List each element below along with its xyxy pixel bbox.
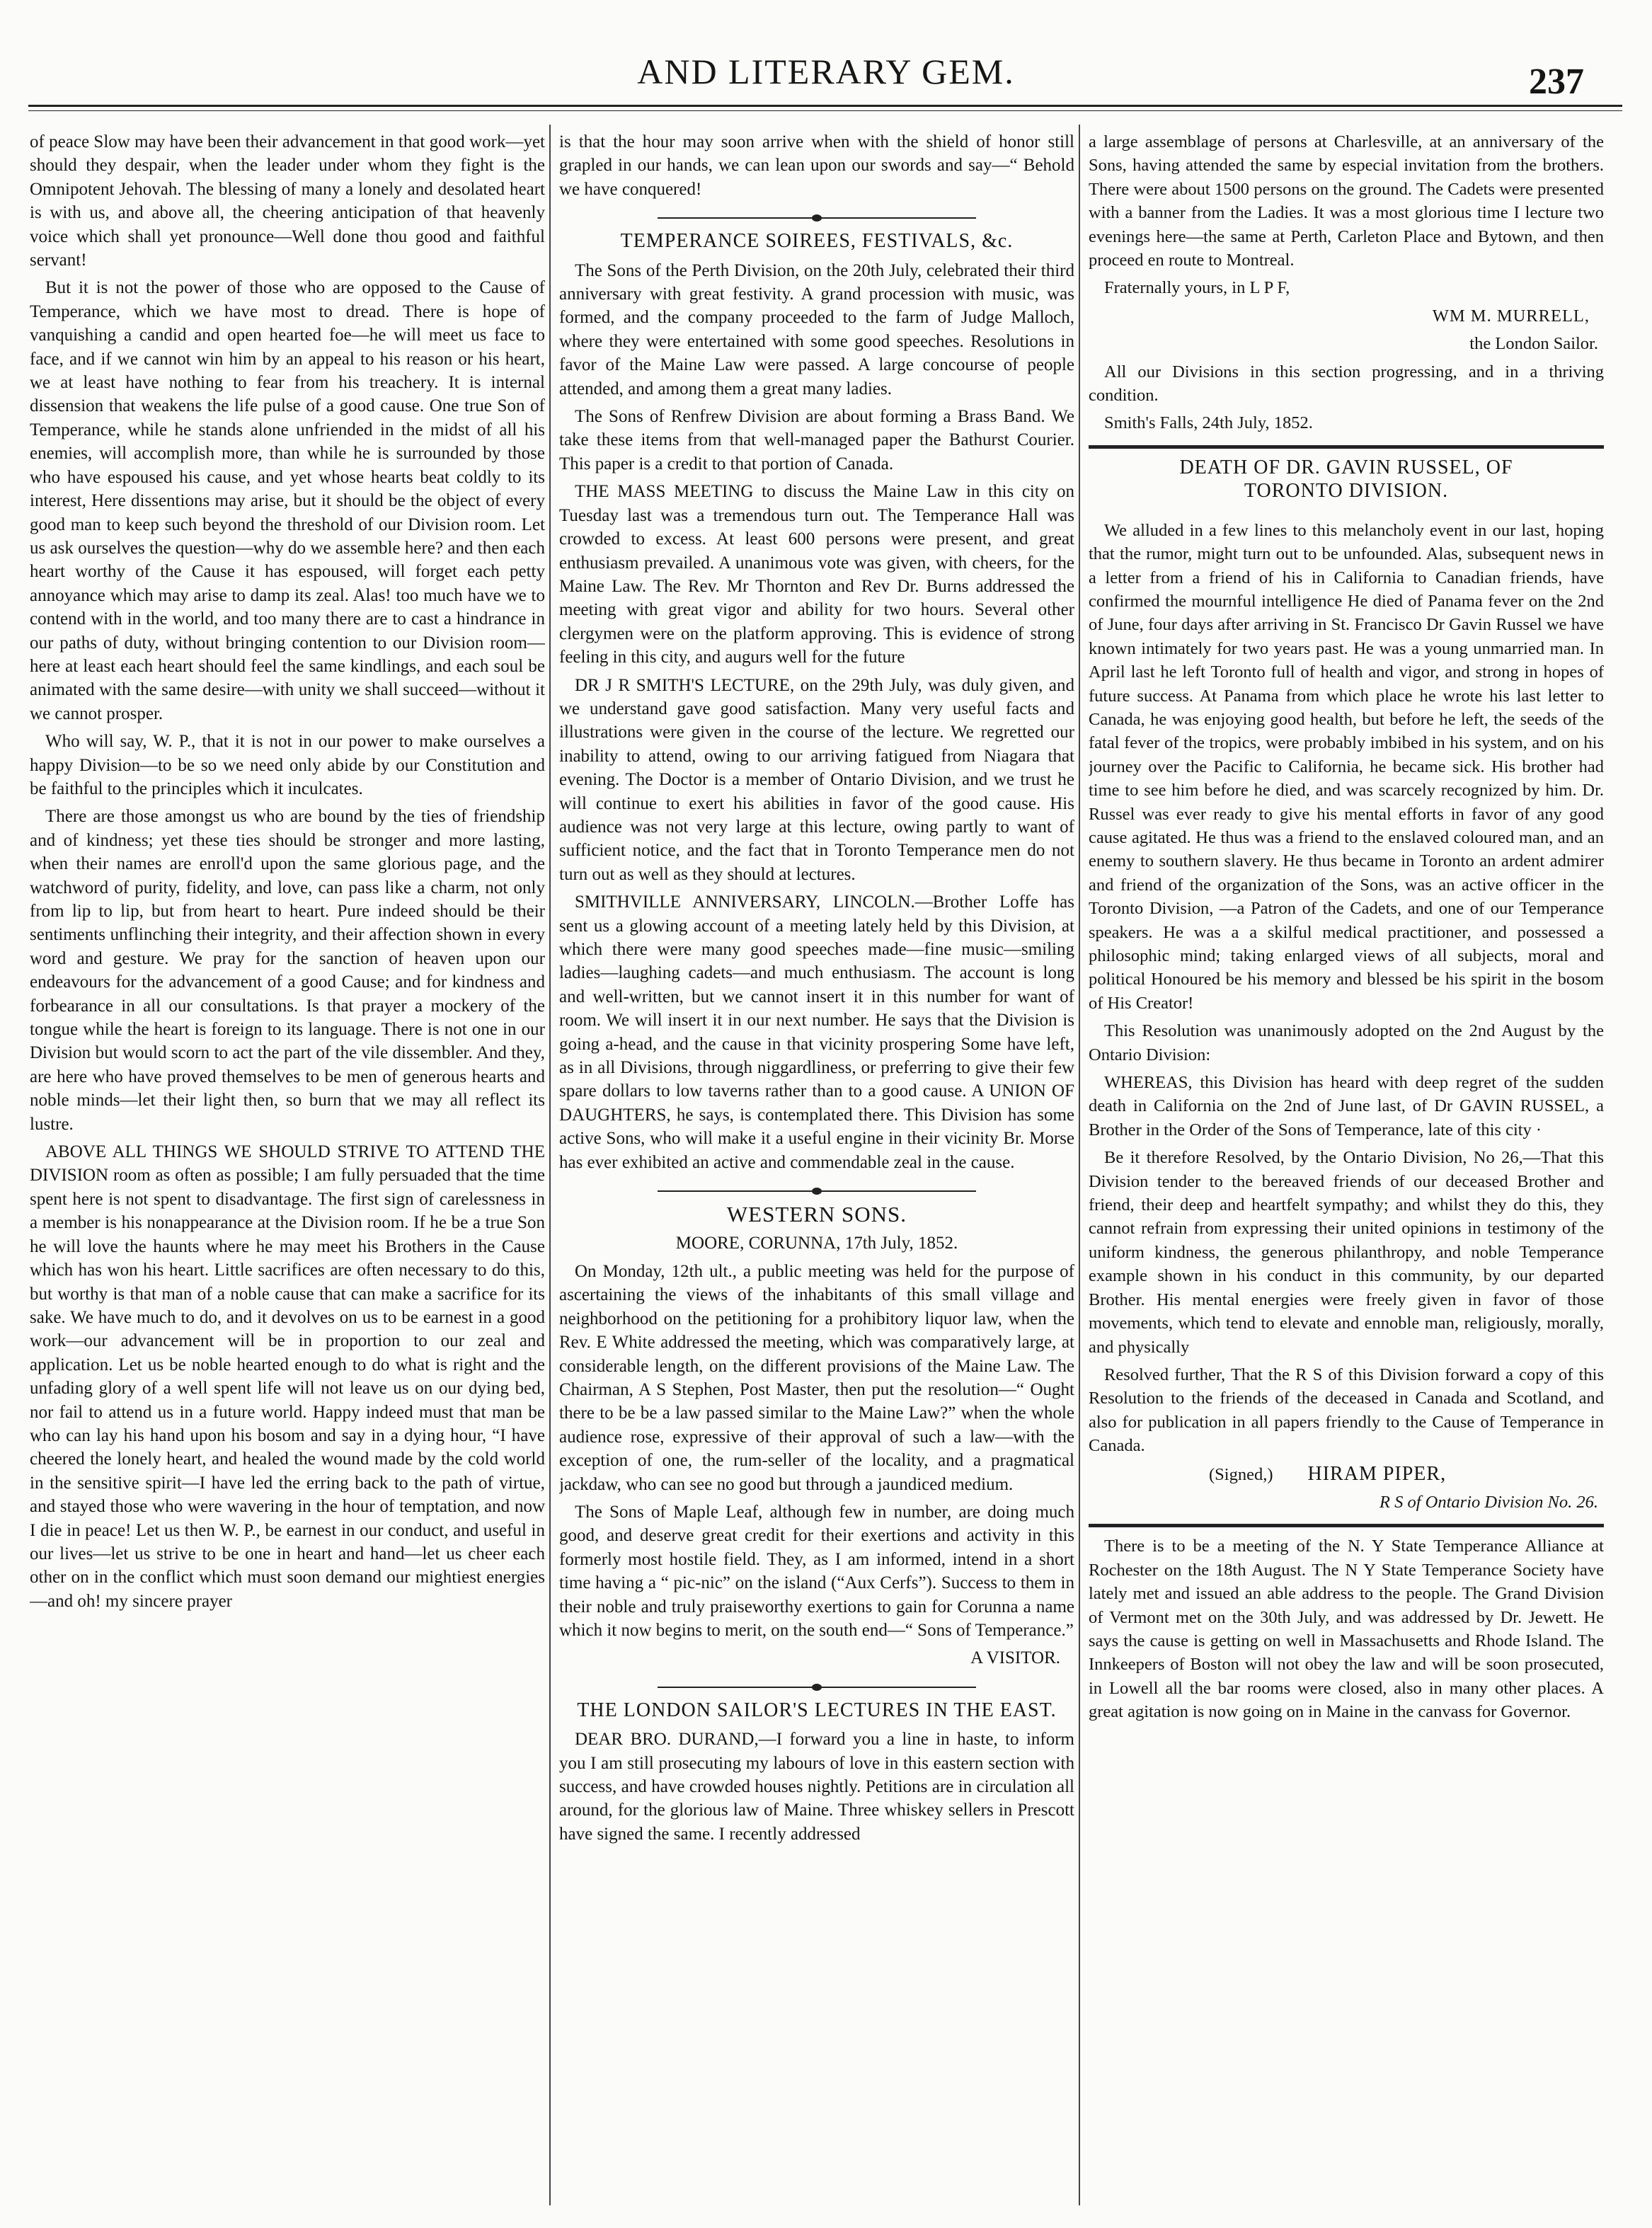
signed-label	[1089, 1462, 1604, 1486]
signature-title: R S of Ontario Division No. 26.	[1379, 1492, 1598, 1512]
section-divider	[559, 205, 1074, 224]
article-paragraph: The Sons of Maple Leaf, although few in number, are doing much good, and deserve great credit for their exertions and activity in this formerly most hostile field. They, as I am informed, intend in a short time having a “ pic-nic” on the island (“Aux Cerfs”). Success to them in their noble and truly praiseworthy exertions to gain for Corunna a name which it now begins to merit, on the south end—“ Sons of Temperance.”	[559, 1502, 1074, 1640]
article-paragraph: a large assemblage of persons at Charlesville, at an anniversary of the Sons, having attended the same by especial invitation from the brothers. There were about 1500 persons on the ground. The Cadets were presented with a banner from the Ladies. It was a most glorious time I lecture two evenings here—the same at Perth, Carleton Place and Bytown, and then proceed en route to Montreal.	[1089, 132, 1604, 270]
article-paragraph: Resolved further, That the R S of this Division forward a copy of this Resolution to the friends of the deceased in Canada and Scotland, and also for publication in all papers friendly to the Cause of Temperance in Canada.	[1089, 1365, 1604, 1456]
section-heading: TEMPERANCE SOIREES, FESTIVALS, &c.	[620, 230, 1014, 253]
section-heading: TORONTO DIVISION.	[1244, 480, 1449, 503]
article-paragraph: This Resolution was unanimously adopted on the 2nd August by the Ontario Division:	[1089, 1021, 1604, 1064]
article-paragraph: WHEREAS, this Division has heard with deep regret of the sudden death in California on the 2nd of June last, of Dr GAVIN RUSSEL, a Brother in the Order of the Sons of Temperance, late of this city ·	[1089, 1073, 1604, 1139]
page-header-title: AND LITERARY GEM.	[637, 52, 1015, 91]
column-right	[1089, 130, 1604, 2193]
article-paragraph: The Sons of the Perth Division, on the 20th July, celebrated their third anniversary with great festivity. A grand procession with music, was formed, and the company proceeded to the farm of Judge Malloch, where they were entertained with some good speeches. Resolutions in favor of the Maine Law were passed. A large concourse of people attended, and among them a great many ladies.	[559, 260, 1074, 398]
header-rule	[28, 105, 1622, 107]
article-paragraph: There is to be a meeting of the N. Y State Temperance Alliance at Rochester on the 18th August. The N Y State Temperance Society have lately met and issued an able address to the people. The Grand Division of Vermont met on the 30th July, and was addressed by Dr. Jewett. He says the cause is getting on well in Massachusetts and Rhode Island. The Innkeepers of Boston will not obey the law and will be soon prosecuted, in Lowell all the bar rooms were closed, also in many other places. A great agitation is now going on in Maine in the canvass for Governor.	[1089, 1537, 1604, 1722]
section-rule	[1089, 445, 1604, 449]
article-paragraph: DR J R SMITH'S LECTURE, on the 29th July, was duly given, and we understand gave good satisfaction. Many very useful facts and illustrations were given in the course of the lecture. We regretted our inability to attend, owing to our arriving fatigued from Niagara that evening. The Doctor is a member of Ontario Division, and we trust he will continue to exert his abilities in favor of the good cause. His audience was not very large at this lecture, owing partly to want of sufficient notice, and the fact that in Toronto Temperance men do not turn out as well as they should at lectures.	[559, 675, 1074, 884]
article-paragraph: Who will say, W. P., that it is not in our power to make ourselves a happy Division—to be so we need only abide by our Constitution and be faithful to the principles which it inculcates.	[30, 732, 545, 798]
article-paragraph: THE MASS MEETING to discuss the Maine Law in this city on Tuesday last was a tremendous turn out. The Temperance Hall was crowded to excess. At least 600 persons were present, and great enthusiasm prevailed. A unanimous vote was given, with cheers, for the Maine Law. The Rev. Mr Thornton and Rev Dr. Burns addressed the meeting with great vigor and ability for two hours. Several other clergymen were on the platform approving. This is evidence of strong feeling in this city, and augurs well for the future	[559, 482, 1074, 667]
header-rule-thin	[28, 110, 1622, 111]
article-paragraph: of peace Slow may have been their advancement in that good work—yet should they despair, when the leader under whom they fight is the Omnipotent Jehovah. The blessing of many a lonely and desolated heart is with us, and above all, the cheering anticipation of that heavenly voice which shall yet pronounce—Well done thou good and faithful servant!	[30, 132, 545, 270]
article-paragraph: ABOVE ALL THINGS WE SHOULD STRIVE TO ATTEND THE DIVISION room as often as possible; I am fully persuaded that the time spent here is not spent to disadvantage. The first sign of carelessness in a member is his nonappearance at the Division room. If he be a true Son he will love the haunts where he may meet his Brothers in the Cause which has won his heart. Little sacrifices are often necessary to do this, but worthy is that man of a noble cause that can make a sacrifice for its sake. We have much to do, and it devolves on us to be earnest in a good work—our advancement will be in proportion to our zeal and application. Let us be noble hearted enough to do what is right and the unfading glory of a well spent life will not leave us on our dying bed, nor fail to attend us in a future world. Happy indeed must that man be who can lay his hand upon his bosom and say in a dying hour, “I have cheered the lonely heart, and healed the wound made by the cold world in the sensitive spirit—I have led the erring back to the path of virtue, and stayed those who were wavering in the hour of temptation, and now I die in peace! Let us then W. P., be earnest in our conduct, and useful in our lives—let us strive to be one in heart and hand—let us cheer each other on in the conflict which must soon demand our mightiest energies—and oh! my sincere prayer	[30, 1142, 545, 1611]
article-paragraph: But it is not the power of those who are opposed to the Cause of Temperance, which we have most to dread. There is hope of vanquishing a candid and open hearted foe—he will meet us face to face, and if we cannot win him by an appeal to his reason or his heart, we at least have nothing to fear from his treachery. It is internal dissension that weakens the life pulse of a good cause. One true Son of Temperance, while he stands alone unfriended in the midst of all his enemies, will accomplish more, than while he is surrounded by those who have espoused his cause, and yet whose hearts beat coldly to its interest, Here dissentions may arise, but it should be the object of every good man to keep such beyond the threshold of our Division room. Let us ask ourselves the question—why do we assemble here? and then each heart worthy of the Cause it has espoused, will forget each petty annoyance which may arise to damp its zeal. Alas! too much have we to contend with in the world, and too many there are to cast a hindrance in our paths of duty, without bringing contention to our Division room—here at least each heart should feel the same kindlings, and each soul be animated with the same desire—with unity we shall succeed—without it we cannot prosper.	[30, 278, 545, 723]
column-divider	[549, 125, 551, 2205]
article-paragraph: The Sons of Renfrew Division are about forming a Brass Band. We take these items from that well-managed paper the Bathurst Courier. This paper is a credit to that portion of Canada.	[559, 407, 1074, 473]
section-heading: WESTERN SONS.	[726, 1202, 907, 1227]
section-divider	[559, 1675, 1074, 1693]
section-heading: THE LONDON SAILOR'S LECTURES IN THE EAST.	[577, 1699, 1057, 1721]
article-paragraph: is that the hour may soon arrive when with the shield of honor still grapled in our hands, we can lean upon our swords and say—“ Behold we have conquered!	[559, 132, 1074, 199]
article-paragraph: SMITHVILLE ANNIVERSARY, LINCOLN.—Brother Loffe has sent us a glowing account of a meeting lately held by this Division, at which there were many good speeches made—fine music—smiling ladies—laughing cadets—and much enthusiasm. The account is long and well-written, but we cannot insert it in this number for want of room. We will insert it in our next number. He says that the Division is going a-head, and the cause in that vicinity prospering Some have left, as in all Divisions, through niggardliness, or preferring to give their few spare dollars to low taverns rather than to a good cause. A UNION OF DAUGHTERS, he says, is contemplated there. This Division has some active Sons, who will make it a useful engine in their vicinity Br. Morse has ever exhibited an active and commendable zeal in the cause.	[559, 892, 1074, 1172]
signature-title: the London Sailor.	[1469, 334, 1598, 354]
dateline: MOORE, CORUNNA, 17th July, 1852.	[675, 1234, 958, 1253]
column-left	[30, 130, 545, 2193]
section-divider	[559, 1178, 1074, 1197]
section-rule	[1089, 1524, 1604, 1527]
signed-text: (Signed,)	[1209, 1464, 1273, 1484]
page-number: 237	[1529, 62, 1584, 102]
article-paragraph: There are those amongst us who are bound by the ties of friendship and of kindness; yet these ties should be stronger and more lasting, when their names are enroll'd upon the same glorious page, and the watchword of purity, fidelity, and love, can pass like a charm, not only from lip to lip, but from heart to heart. Pure indeed should be their sentiments unflinching their integrity, and their affection shown in every word and gesture. We pray for the sanction of heaven upon our endeavours for the advancement of a good Cause; and for kindness and forbearance in all our consultations. Is that prayer a mockery of the tongue while the heart is foreign to its language. There is not one in our Division but would scorn to act the part of the vile dissembler. And they, are here who have proved themselves to be men of generous hearts and noble minds—let their light then, so burn that we may all reflect its lustre.	[30, 807, 545, 1134]
article-paragraph: On Monday, 12th ult., a public meeting was held for the purpose of ascertaining the views of the inhabitants of this small village and neighborhood on the petitioning for a prohibitory liquor law, when the Rev. E White addressed the meeting, which was comparatively large, at considerable length, on the different provisions of the Maine Law. The Chairman, A S Stephen, Post Master, then put the resolution—“ Ought there to be be a law passed similar to the Maine Law?” when the whole audience rose, expressive of their approval of such a law—with the exception of one, the rum-seller of the locality, and a pragmatical jackdaw, who can see no good but through a jaundiced medium.	[559, 1261, 1074, 1494]
signature-name: WM M. MURRELL,	[1432, 306, 1590, 326]
dateline: Smith's Falls, 24th July, 1852.	[1104, 413, 1313, 433]
column-divider	[1079, 125, 1080, 2205]
section-heading: DEATH OF DR. GAVIN RUSSEL, OF	[1179, 456, 1513, 478]
article-paragraph: All our Divisions in this section progressing, and in a thriving condition.	[1089, 362, 1604, 406]
column-middle	[559, 130, 1074, 2193]
signoff: A VISITOR.	[970, 1648, 1060, 1668]
article-paragraph: Be it therefore Resolved, by the Ontario Division, No 26,—That this Division tender to the bereaved friends of our deceased Brother and friend, their deep and heartfelt sympathy; and whilst they do this, they cannot refrain from expressing their united opinions in testimony of the uniform kindness, the generous philanthropy, and noble Temperance example shown in his conduct in this community, by our departed Brother. His mental energies were freely given in favor of those movements, which tend to elevate and ennoble man, religiously, morally, and physically	[1089, 1148, 1604, 1357]
closing-line: Fraternally yours, in L P F,	[1104, 278, 1290, 298]
article-paragraph: We alluded in a few lines to this melancholy event in our last, hoping that the rumor, might turn out to be unfounded. Alas, subsequent news in a letter from a friend of his in California to Canadian friends, have confirmed the mournful intelligence He died of Panama fever on the 2nd of June, four days after arriving in St. Francisco Dr Gavin Russel we have known intimately for two years past. He was a young unmarried man. In April last he left Toronto full of health and vigor, and strong in hopes of future success. At Panama from which place he wrote his last letter to Canada, he was enjoying good health, but before he left, the seeds of the fatal fever of the tropics, were probably imbibed in his system, and on his journey over the Pacific to California, he became sick. His brother had time to see him before he died, and was scarcely recognized by him. Dr. Russel was ever ready to give his mental efforts in favor of any good cause agitated. He thus was a friend to the enslaved coloured man, and an enemy to southern slavery. He thus became in Toronto an ardent admirer and friend of the organization of the Sons, was an active officer in the Toronto Division, —a Patron of the Cadets, and one of our Temperance speakers. He was a a skilful medical practitioner, and possessed a philosophic mind; taking enlarged views of all subjects, moral and political Honoured be his memory and blessed be his spirit in the bosom of His Creator!	[1089, 520, 1604, 1013]
article-paragraph: DEAR BRO. DURAND,—I forward you a line in haste, to inform you I am still prosecuting my labours of love in this eastern section with success, and have crowded houses nightly. Petitions are in circulation all around, for the glorious law of Maine. Three whiskey sellers in Prescott have signed the same. I recently addressed	[559, 1730, 1074, 1844]
signature-name: HIRAM PIPER,	[1307, 1462, 1447, 1485]
